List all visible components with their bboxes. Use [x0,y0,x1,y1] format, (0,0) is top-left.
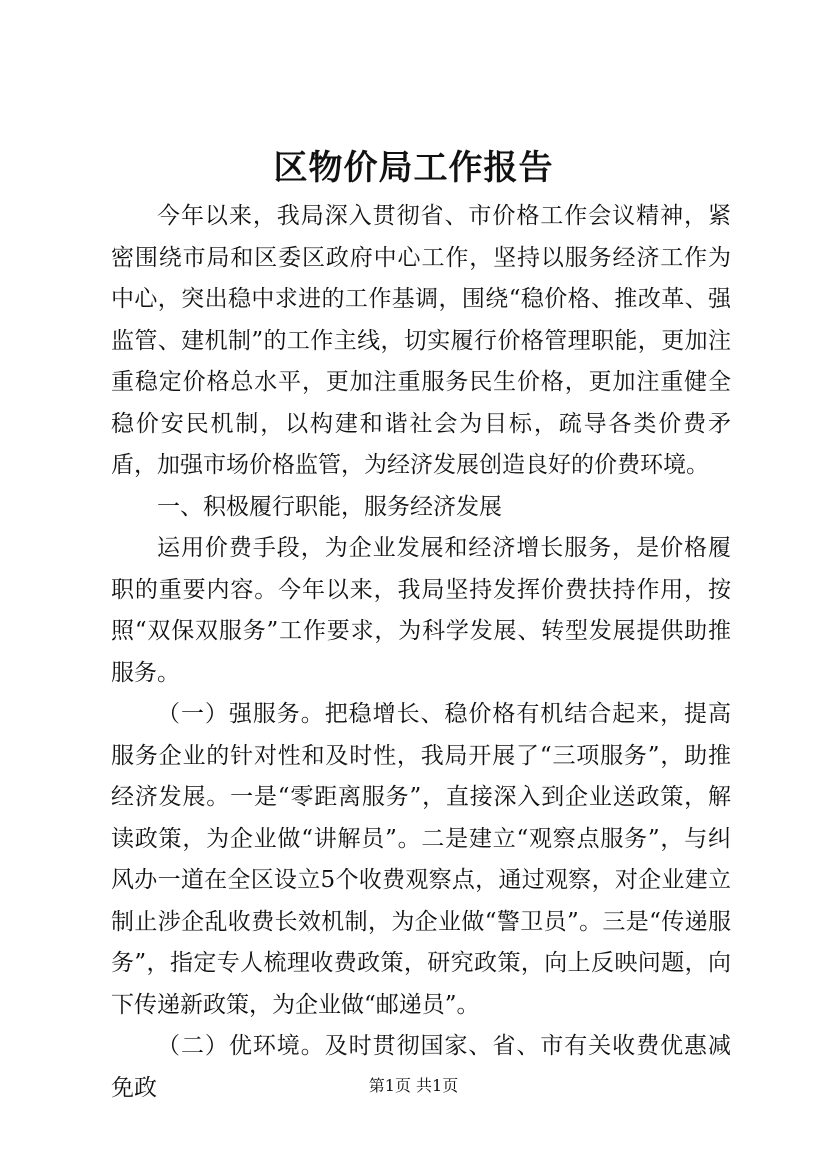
page-footer: 第1页 共1页 [368,1076,459,1095]
section-heading-1: 一、积极履行职能，服务经济发展 [157,493,502,520]
paragraph-section-1: 运用价费手段，为企业发展和经济增长服务，是价格履职的重要内容。今年以来，我局坚持发挥价费扶持作用，按照“双保双服务”工作要求，为科学发展、转型发展提供助推服务。 [111,535,731,686]
document-body [111,196,731,1109]
paragraph-optimize-environment: （二）优环境。及时贯彻国家、省、市有关收费优惠减免政 [111,1033,731,1101]
paragraph-intro: 今年以来，我局深入贯彻省、市价格工作会议精神，紧密围绕市局和区委区政府中心工作，坚持以服务经济工作为中心，突出稳中求进的工作基调，围绕“稳价格、推改革、强监管、建机制”的工作主线，切实履行价格管理职能，更加注重稳定价格总水平，更加注重服务民生价格，更加注重健全稳价安民机制，以构建和谐社会为目标，疏导各类价费矛盾，加强市场价格监管，为经济发展创造良好的价费环境。 [111,203,731,478]
document-title: 区物价局工作报告 [273,148,554,188]
paragraph-strengthen-service: （一）强服务。把稳增长、稳价格有机结合起来，提高服务企业的针对性和及时性，我局开展了“三项服务”，助推经济发展。一是“零距离服务”，直接深入到企业送政策，解读政策，为企业做“讲解员”。二是建立“观察点服务”，与纠风办一道在全区设立5个收费观察点，通过观察，对企业建立制止涉企乱收费长效机制，为企业做“警卫员”。三是“传递服务”，指定专人梳理收费政策，研究政策，向上反映问题，向下传递新政策，为企业做“邮递员”。 [111,701,731,1018]
